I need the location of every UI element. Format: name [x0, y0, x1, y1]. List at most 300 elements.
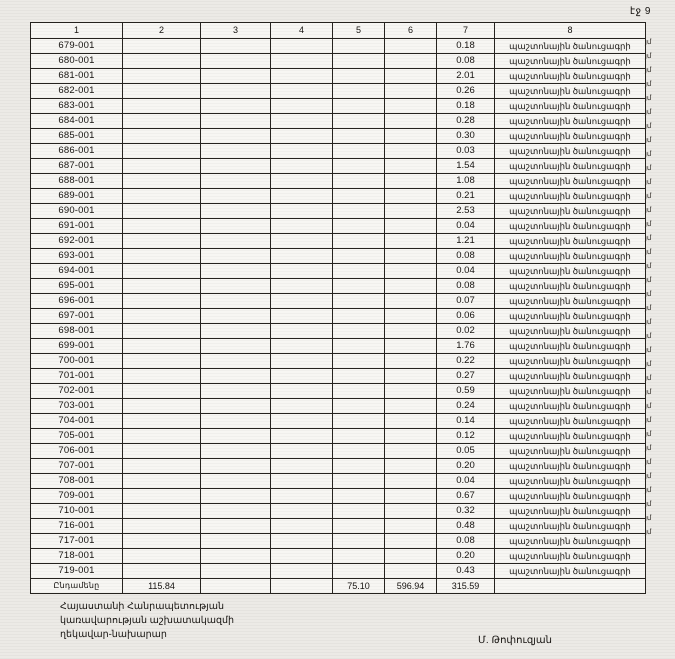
cell-col2 — [123, 354, 201, 369]
cell-col5 — [333, 39, 385, 54]
cell-amount: 0.20 — [437, 549, 495, 564]
cell-description: պաշտոնային ծանուցագրի — [495, 429, 646, 444]
cell-col2 — [123, 534, 201, 549]
cell-amount: 0.12 — [437, 429, 495, 444]
cell-col3 — [201, 264, 271, 279]
cell-col5 — [333, 384, 385, 399]
cell-col6 — [385, 504, 437, 519]
table-row — [31, 459, 646, 474]
cell-col4 — [271, 489, 333, 504]
cell-description: պաշտոնային ծանուցագրի — [495, 234, 646, 249]
table-row — [31, 414, 646, 429]
margin-note: յմ — [645, 305, 652, 312]
margin-note: յմ — [645, 263, 652, 270]
cell-description: պաշտոնային ծանուցագրի — [495, 399, 646, 414]
table-row — [31, 429, 646, 444]
table-row — [31, 204, 646, 219]
cell-col3 — [201, 459, 271, 474]
cell-col3 — [201, 294, 271, 309]
cell-code: 688-001 — [31, 174, 123, 189]
cell-code: 679-001 — [31, 39, 123, 54]
cell-col5 — [333, 54, 385, 69]
cell-col4 — [271, 99, 333, 114]
cell-col3 — [201, 144, 271, 159]
cell-code: 687-001 — [31, 159, 123, 174]
margin-note: յմ — [645, 473, 652, 480]
cell-col2 — [123, 219, 201, 234]
cell-amount: 0.27 — [437, 369, 495, 384]
cell-amount: 0.14 — [437, 414, 495, 429]
cell-code: 701-001 — [31, 369, 123, 384]
margin-note: յմ — [645, 137, 652, 144]
table-row — [31, 39, 646, 54]
cell-col2 — [123, 429, 201, 444]
cell-code: 700-001 — [31, 354, 123, 369]
cell-col2 — [123, 159, 201, 174]
cell-col6 — [385, 54, 437, 69]
cell-description: պաշտոնային ծանուցագրի — [495, 534, 646, 549]
data-table — [30, 22, 646, 594]
cell-col4 — [271, 234, 333, 249]
footer-line-1: Հայաստանի Հանրապետության — [60, 601, 224, 612]
cell-amount: 0.04 — [437, 264, 495, 279]
cell-col4 — [271, 279, 333, 294]
cell-col4 — [271, 534, 333, 549]
cell-col2 — [123, 189, 201, 204]
cell-description: պաշտոնային ծանուցագրի — [495, 384, 646, 399]
table-body — [31, 39, 646, 594]
cell-col6 — [385, 414, 437, 429]
column-header-3: 3 — [201, 23, 271, 39]
cell-code: 684-001 — [31, 114, 123, 129]
table-row — [31, 54, 646, 69]
column-header-4: 4 — [271, 23, 333, 39]
cell-col2 — [123, 144, 201, 159]
cell-col2 — [123, 474, 201, 489]
cell-amount: 0.18 — [437, 39, 495, 54]
cell-code: 680-001 — [31, 54, 123, 69]
margin-note: յմ — [645, 417, 652, 424]
cell-amount: 0.08 — [437, 279, 495, 294]
cell-col5 — [333, 279, 385, 294]
cell-amount: 0.20 — [437, 459, 495, 474]
cell-col4 — [271, 204, 333, 219]
margin-note: յմ — [645, 333, 652, 340]
table-row — [31, 354, 646, 369]
cell-col3 — [201, 519, 271, 534]
table-row — [31, 219, 646, 234]
cell-col3 — [201, 384, 271, 399]
margin-note: յմ — [645, 487, 652, 494]
footer-block — [60, 600, 234, 642]
cell-col5 — [333, 204, 385, 219]
cell-code: 692-001 — [31, 234, 123, 249]
cell-col3 — [201, 534, 271, 549]
cell-col3 — [201, 249, 271, 264]
cell-col6 — [385, 474, 437, 489]
cell-col3 — [201, 444, 271, 459]
cell-code: 682-001 — [31, 84, 123, 99]
cell-col2 — [123, 504, 201, 519]
cell-code: 681-001 — [31, 69, 123, 84]
cell-col5 — [333, 114, 385, 129]
cell-col2 — [123, 519, 201, 534]
total-col7: 315.59 — [437, 579, 495, 594]
cell-col4 — [271, 324, 333, 339]
cell-description: պաշտոնային ծանուցագրի — [495, 459, 646, 474]
cell-col6 — [385, 429, 437, 444]
total-col8 — [495, 579, 646, 594]
cell-col6 — [385, 39, 437, 54]
cell-code: 686-001 — [31, 144, 123, 159]
cell-amount: 0.28 — [437, 114, 495, 129]
cell-col5 — [333, 549, 385, 564]
cell-description: պաշտոնային ծանուցագրի — [495, 159, 646, 174]
cell-col5 — [333, 84, 385, 99]
cell-col4 — [271, 354, 333, 369]
cell-col3 — [201, 129, 271, 144]
cell-col6 — [385, 264, 437, 279]
table-row — [31, 69, 646, 84]
cell-description: պաշտոնային ծանուցագրի — [495, 339, 646, 354]
margin-note: յմ — [645, 249, 652, 256]
table-row — [31, 144, 646, 159]
cell-code: 695-001 — [31, 279, 123, 294]
cell-col5 — [333, 339, 385, 354]
cell-code: 699-001 — [31, 339, 123, 354]
table-row — [31, 294, 646, 309]
cell-col2 — [123, 204, 201, 219]
cell-col6 — [385, 69, 437, 84]
cell-col2 — [123, 129, 201, 144]
cell-col4 — [271, 429, 333, 444]
cell-code: 696-001 — [31, 294, 123, 309]
cell-col4 — [271, 399, 333, 414]
cell-col2 — [123, 294, 201, 309]
cell-col6 — [385, 519, 437, 534]
table-total-row — [31, 579, 646, 594]
cell-col3 — [201, 69, 271, 84]
cell-description: պաշտոնային ծանուցագրի — [495, 174, 646, 189]
cell-col4 — [271, 144, 333, 159]
cell-code: 704-001 — [31, 414, 123, 429]
cell-col6 — [385, 279, 437, 294]
cell-description: պաշտոնային ծանուցագրի — [495, 114, 646, 129]
cell-col3 — [201, 84, 271, 99]
table-row — [31, 324, 646, 339]
cell-description: պաշտոնային ծանուցագրի — [495, 129, 646, 144]
cell-col6 — [385, 204, 437, 219]
cell-col2 — [123, 444, 201, 459]
cell-amount: 0.48 — [437, 519, 495, 534]
cell-col6 — [385, 564, 437, 579]
cell-code: 690-001 — [31, 204, 123, 219]
cell-amount: 2.53 — [437, 204, 495, 219]
margin-note: յմ — [645, 151, 652, 158]
table-row — [31, 84, 646, 99]
cell-col6 — [385, 459, 437, 474]
cell-col3 — [201, 309, 271, 324]
margin-note: յմ — [645, 123, 652, 130]
data-table-container — [30, 22, 645, 594]
cell-col3 — [201, 474, 271, 489]
cell-code: 698-001 — [31, 324, 123, 339]
cell-col3 — [201, 399, 271, 414]
cell-code: 718-001 — [31, 549, 123, 564]
cell-col5 — [333, 189, 385, 204]
cell-amount: 0.22 — [437, 354, 495, 369]
table-row — [31, 504, 646, 519]
table-row — [31, 114, 646, 129]
signature-name: Մ. Թոփուզյան — [478, 635, 552, 646]
cell-col2 — [123, 399, 201, 414]
total-col6: 596.94 — [385, 579, 437, 594]
cell-col6 — [385, 399, 437, 414]
cell-amount: 0.67 — [437, 489, 495, 504]
table-row — [31, 549, 646, 564]
cell-col5 — [333, 504, 385, 519]
table-row — [31, 99, 646, 114]
table-header — [31, 23, 646, 39]
cell-col5 — [333, 369, 385, 384]
cell-col6 — [385, 549, 437, 564]
cell-col6 — [385, 444, 437, 459]
cell-col2 — [123, 384, 201, 399]
cell-col4 — [271, 159, 333, 174]
cell-col2 — [123, 39, 201, 54]
cell-col4 — [271, 249, 333, 264]
cell-description: պաշտոնային ծանուցագրի — [495, 219, 646, 234]
cell-col6 — [385, 144, 437, 159]
table-row — [31, 279, 646, 294]
cell-col6 — [385, 84, 437, 99]
cell-description: պաշտոնային ծանուցագրի — [495, 84, 646, 99]
cell-col4 — [271, 114, 333, 129]
cell-amount: 0.06 — [437, 309, 495, 324]
cell-description: պաշտոնային ծանուցագրի — [495, 564, 646, 579]
cell-description: պաշտոնային ծանուցագրի — [495, 249, 646, 264]
margin-note: յմ — [645, 53, 652, 60]
cell-col5 — [333, 99, 385, 114]
cell-code: 707-001 — [31, 459, 123, 474]
table-row — [31, 399, 646, 414]
cell-description: պաշտոնային ծանուցագրի — [495, 369, 646, 384]
table-header-row — [31, 23, 646, 39]
cell-col4 — [271, 39, 333, 54]
cell-code: 710-001 — [31, 504, 123, 519]
margin-note: յմ — [645, 515, 652, 522]
cell-col4 — [271, 309, 333, 324]
cell-description: պաշտոնային ծանուցագրի — [495, 549, 646, 564]
cell-code: 703-001 — [31, 399, 123, 414]
cell-code: 697-001 — [31, 309, 123, 324]
margin-note: յմ — [645, 445, 652, 452]
column-header-1: 1 — [31, 23, 123, 39]
total-col4 — [271, 579, 333, 594]
cell-col6 — [385, 309, 437, 324]
margin-note: յմ — [645, 95, 652, 102]
cell-col5 — [333, 129, 385, 144]
cell-description: պաշտոնային ծանուցագրի — [495, 99, 646, 114]
cell-description: պաշտոնային ծանուցագրի — [495, 474, 646, 489]
cell-col6 — [385, 129, 437, 144]
cell-col3 — [201, 54, 271, 69]
column-header-6: 6 — [385, 23, 437, 39]
cell-description: պաշտոնային ծանուցագրի — [495, 519, 646, 534]
cell-description: պաշտոնային ծանուցագրի — [495, 144, 646, 159]
total-col2: 115.84 — [123, 579, 201, 594]
cell-amount: 0.07 — [437, 294, 495, 309]
cell-col6 — [385, 534, 437, 549]
cell-col4 — [271, 174, 333, 189]
cell-col6 — [385, 354, 437, 369]
margin-note: յմ — [645, 277, 652, 284]
cell-col4 — [271, 444, 333, 459]
table-row — [31, 384, 646, 399]
table-row — [31, 249, 646, 264]
cell-col2 — [123, 369, 201, 384]
cell-code: 685-001 — [31, 129, 123, 144]
cell-col5 — [333, 264, 385, 279]
cell-description: պաշտոնային ծանուցագրի — [495, 489, 646, 504]
cell-col3 — [201, 159, 271, 174]
cell-col3 — [201, 279, 271, 294]
cell-amount: 0.18 — [437, 99, 495, 114]
cell-col3 — [201, 429, 271, 444]
cell-code: 702-001 — [31, 384, 123, 399]
cell-col3 — [201, 504, 271, 519]
cell-amount: 0.32 — [437, 504, 495, 519]
cell-col2 — [123, 279, 201, 294]
cell-description: պաշտոնային ծանուցագրի — [495, 69, 646, 84]
footer-line-2: կառավարության աշխատակազմի — [60, 615, 235, 626]
total-col3 — [201, 579, 271, 594]
footer-line-3: ղեկավար-նախարար — [60, 629, 167, 640]
cell-col3 — [201, 354, 271, 369]
cell-col2 — [123, 84, 201, 99]
page-number: էջ 9 — [629, 6, 651, 17]
table-row — [31, 534, 646, 549]
cell-col6 — [385, 384, 437, 399]
margin-note: յմ — [645, 207, 652, 214]
margin-note: յմ — [645, 165, 652, 172]
cell-col5 — [333, 234, 385, 249]
cell-code: 716-001 — [31, 519, 123, 534]
margin-note: յմ — [645, 361, 652, 368]
table-row — [31, 264, 646, 279]
cell-col6 — [385, 249, 437, 264]
margin-note: յմ — [645, 179, 652, 186]
cell-col2 — [123, 309, 201, 324]
cell-col5 — [333, 324, 385, 339]
margin-note: յմ — [645, 221, 652, 228]
margin-note: յմ — [645, 81, 652, 88]
cell-col5 — [333, 309, 385, 324]
margin-note: յմ — [645, 375, 652, 382]
cell-col5 — [333, 174, 385, 189]
cell-col4 — [271, 129, 333, 144]
cell-code: 705-001 — [31, 429, 123, 444]
total-col5: 75.10 — [333, 579, 385, 594]
margin-note: յմ — [645, 109, 652, 116]
cell-description: պաշտոնային ծանուցագրի — [495, 264, 646, 279]
cell-amount: 0.04 — [437, 474, 495, 489]
cell-col4 — [271, 459, 333, 474]
cell-col2 — [123, 414, 201, 429]
cell-description: պաշտոնային ծանուցագրի — [495, 204, 646, 219]
cell-amount: 0.02 — [437, 324, 495, 339]
table-row — [31, 474, 646, 489]
cell-col5 — [333, 429, 385, 444]
cell-col3 — [201, 234, 271, 249]
cell-col2 — [123, 339, 201, 354]
column-header-2: 2 — [123, 23, 201, 39]
cell-amount: 0.05 — [437, 444, 495, 459]
cell-description: պաշտոնային ծանուցագրի — [495, 294, 646, 309]
cell-amount: 2.01 — [437, 69, 495, 84]
cell-amount: 1.08 — [437, 174, 495, 189]
cell-col5 — [333, 414, 385, 429]
cell-col5 — [333, 519, 385, 534]
cell-col4 — [271, 414, 333, 429]
margin-notes — [645, 36, 673, 540]
cell-code: 706-001 — [31, 444, 123, 459]
cell-col4 — [271, 564, 333, 579]
cell-col5 — [333, 444, 385, 459]
cell-col4 — [271, 504, 333, 519]
cell-amount: 0.59 — [437, 384, 495, 399]
cell-col4 — [271, 519, 333, 534]
table-row — [31, 444, 646, 459]
cell-col6 — [385, 339, 437, 354]
cell-col5 — [333, 564, 385, 579]
cell-col6 — [385, 234, 437, 249]
cell-col3 — [201, 219, 271, 234]
cell-col5 — [333, 474, 385, 489]
table-row — [31, 189, 646, 204]
table-row — [31, 234, 646, 249]
margin-note: յմ — [645, 193, 652, 200]
margin-note: յմ — [645, 67, 652, 74]
cell-amount: 1.21 — [437, 234, 495, 249]
cell-amount: 0.43 — [437, 564, 495, 579]
cell-col3 — [201, 174, 271, 189]
table-row — [31, 159, 646, 174]
cell-amount: 0.21 — [437, 189, 495, 204]
cell-col4 — [271, 294, 333, 309]
column-header-5: 5 — [333, 23, 385, 39]
margin-note: յմ — [645, 529, 652, 536]
cell-col5 — [333, 534, 385, 549]
cell-col4 — [271, 189, 333, 204]
cell-col5 — [333, 489, 385, 504]
cell-amount: 0.08 — [437, 54, 495, 69]
cell-col5 — [333, 159, 385, 174]
cell-col3 — [201, 204, 271, 219]
table-row — [31, 309, 646, 324]
margin-note: յմ — [645, 389, 652, 396]
cell-code: 709-001 — [31, 489, 123, 504]
cell-col4 — [271, 339, 333, 354]
cell-description: պաշտոնային ծանուցագրի — [495, 39, 646, 54]
cell-description: պաշտոնային ծանուցագրի — [495, 354, 646, 369]
cell-col6 — [385, 369, 437, 384]
cell-col4 — [271, 384, 333, 399]
cell-col3 — [201, 39, 271, 54]
total-label: Ընդամենը — [31, 579, 123, 594]
cell-amount: 0.30 — [437, 129, 495, 144]
cell-col2 — [123, 489, 201, 504]
